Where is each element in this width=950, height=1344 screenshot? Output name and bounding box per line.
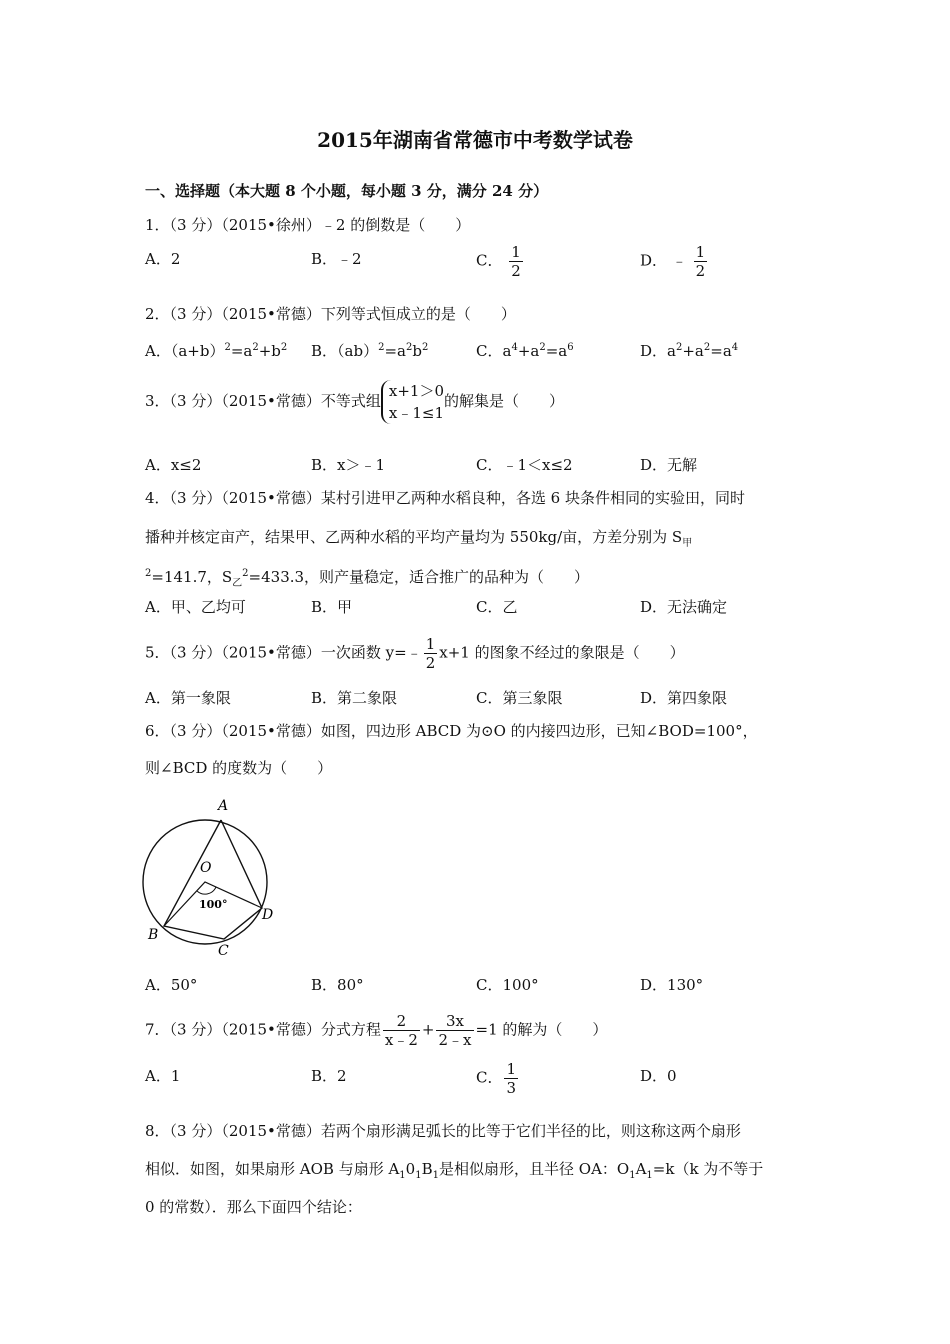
q6-option-a: A．50° [145, 976, 198, 994]
q1-option-d: D． ﹣ $\frac{1}{2}$ [640, 243, 706, 280]
question-7-stem: 7．（3 分）（2015•常德）分式方程 $\frac{2}{x﹣2}$ + $\frac{3x}{2﹣x}$ =1 的解为（ ） [145, 1012, 608, 1049]
q7-option-c: C． $\frac{1}{3}$ [476, 1060, 517, 1097]
question-1-stem: 1．（3 分）（2015•徐州）﹣2 的倒数是（ ） [145, 216, 471, 234]
question-4-line-1: 4．（3 分）（2015•常德）某村引进甲乙两种水稻良种，各选 6 块条件相同的实验田，同时 [145, 489, 745, 507]
q2-option-d: D．$a^2+a^2=a^4$ [640, 342, 739, 360]
q7-option-d: D．0 [640, 1067, 677, 1085]
q2-option-a: A．$(a+b)^2=a^2+b^2$ [145, 342, 288, 360]
q2-option-c: C．$a^4+a^2=a^6$ [476, 342, 574, 360]
fraction: $\frac{1}{2}$ [695, 243, 706, 280]
fraction: $\frac{3x}{2﹣x}$ [438, 1012, 472, 1049]
q5-option-c: C．第三象限 [476, 689, 563, 707]
q4-option-c: C．乙 [476, 598, 518, 616]
label-d: D [262, 907, 274, 923]
question-8-line-1: 8．（3 分）（2015•常德）若两个扇形满足弧长的比等于它们半径的比，则这称这两个扇形 [145, 1122, 741, 1140]
fraction: $\frac{1}{3}$ [506, 1060, 517, 1097]
circle-figure [138, 795, 288, 960]
question-3-stem: 3．（3 分）（2015•常德）不等式组 x+1＞0 x﹣1≤1 的解集是（ ） [145, 382, 565, 422]
q4-option-d: D．无法确定 [640, 598, 728, 616]
label-c: C [218, 943, 229, 959]
label-o: O [200, 860, 212, 876]
q4-option-b: B．甲 [311, 598, 353, 616]
question-4-line-2: 播种并核定亩产，结果甲、乙两种水稻的平均产量均为 550kg/亩，方差分别为 $S_甲$ [145, 528, 693, 549]
q3-option-c: C．﹣1＜x≤2 [476, 456, 573, 474]
q3-option-a: A．x≤2 [145, 456, 202, 474]
question-5-stem: 5．（3 分）（2015•常德）一次函数 y=﹣ $\frac{1}{2}$ x+1 的图象不经过的象限是（ ） [145, 635, 685, 672]
q7-option-b: B．2 [311, 1067, 347, 1085]
fraction: $\frac{1}{2}$ [425, 635, 436, 672]
q5-option-d: D．第四象限 [640, 689, 728, 707]
q6-option-b: B．80° [311, 976, 364, 994]
q6-option-d: D．130° [640, 976, 704, 994]
question-8-line-3: 0 的常数）．那么下面四个结论： [145, 1198, 362, 1216]
q5-option-a: A．第一象限 [145, 689, 231, 707]
label-a: A [218, 798, 229, 814]
inequality-system: x+1＞0 x﹣1≤1 [381, 380, 444, 424]
q5-option-b: B．第二象限 [311, 689, 398, 707]
page-title: 2015年湖南省常德市中考数学试卷 [317, 128, 633, 152]
label-angle: 100° [199, 898, 228, 911]
question-4-line-3: $^2$=141.7，$S_乙^2=433.3$，则产量稳定，适合推广的品种为（ ） [145, 568, 590, 589]
question-8-line-2: 相似．如图，如果扇形 AOB 与扇形 $A_10_1B_1$是相似扇形，且半径 OA：$O_1A_1=k(k$ 为不等于 [145, 1160, 764, 1181]
question-6-line-2: 则∠BCD 的度数为（ ） [145, 759, 333, 777]
q3-option-d: D．无解 [640, 456, 698, 474]
q1-option-b: B．﹣2 [311, 250, 362, 268]
q7-option-a: A．1 [145, 1067, 181, 1085]
question-2-stem: 2．（3 分）（2015•常德）下列等式恒成立的是（ ） [145, 305, 516, 323]
quadrilateral-abcd [164, 820, 262, 939]
q2-option-b: B．$(ab)^2=a^2b^2$ [311, 342, 429, 360]
q6-option-c: C．100° [476, 976, 539, 994]
fraction: $\frac{1}{2}$ [511, 243, 521, 280]
section-heading: 一、选择题（本大题 8 个小题，每小题 3 分，满分 24 分） [145, 182, 549, 200]
q4-option-a: A．甲、乙均可 [145, 598, 246, 616]
q1-option-c: C． $\frac{1}{2}$ [476, 243, 521, 280]
q1-option-a: A．2 [145, 250, 181, 268]
fraction: $\frac{2}{x﹣2}$ [384, 1012, 418, 1049]
q3-option-b: B．x＞﹣1 [311, 456, 386, 474]
label-b: B [148, 927, 159, 943]
question-6-line-1: 6．（3 分）（2015•常德）如图，四边形 ABCD 为⊙O 的内接四边形，已知∠BOD=100°， [145, 722, 758, 740]
